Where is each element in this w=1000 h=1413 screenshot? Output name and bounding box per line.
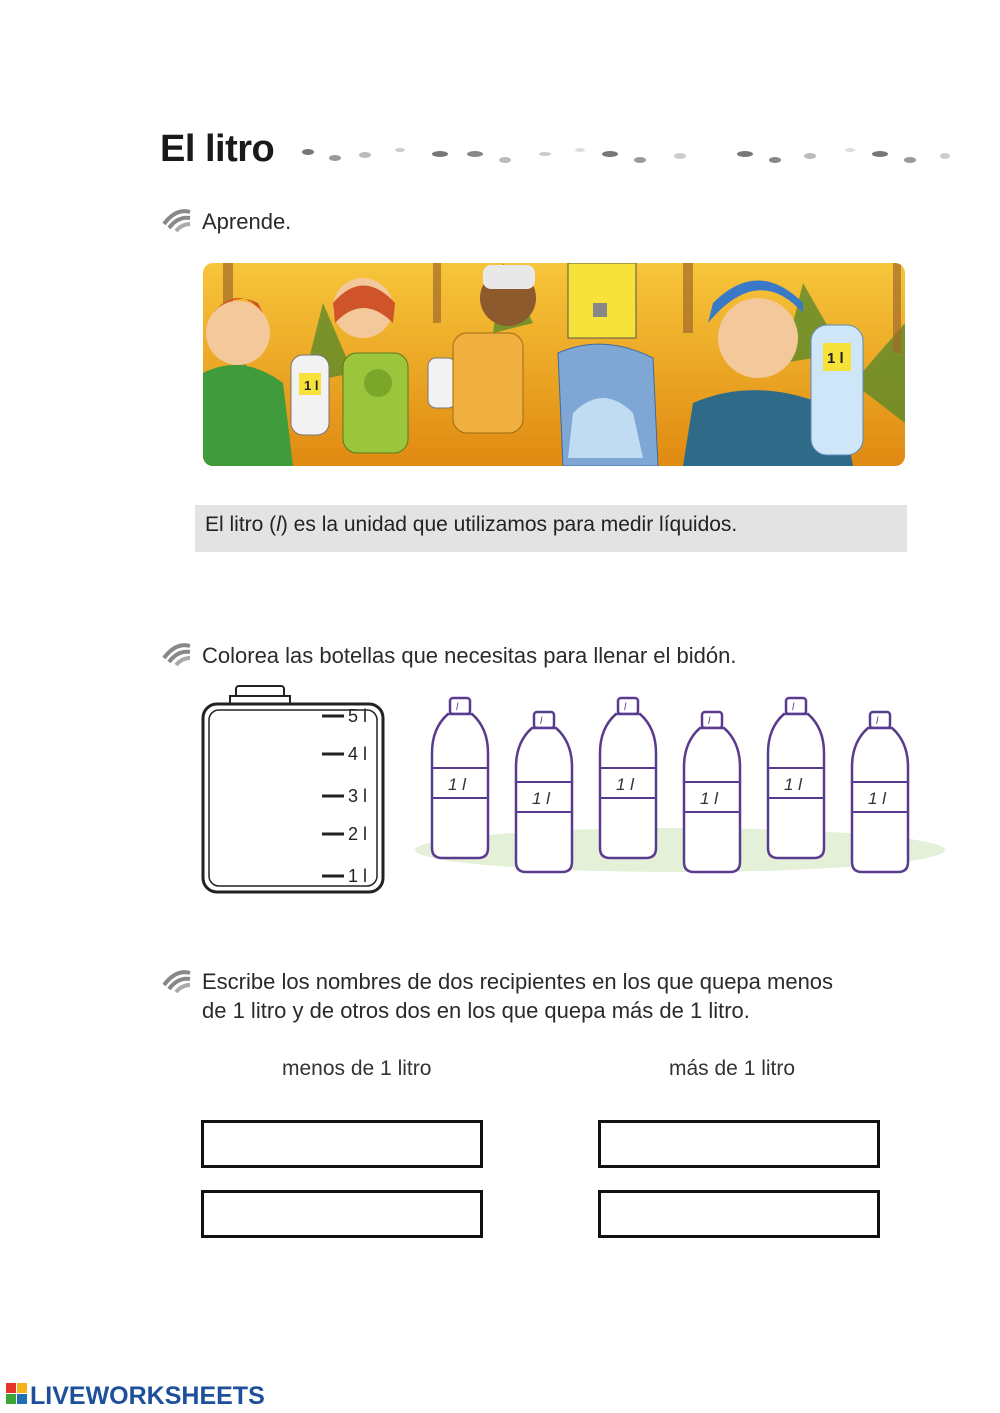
definition-text: El litro (l) es la unidad que utilizamos para medir líquidos. [205,513,738,536]
bottle-cap-label: l [456,702,459,713]
drum-mark-1: 1 l [348,866,368,886]
bottle-label: 1 l [616,775,634,794]
bottle-3[interactable] [600,698,656,858]
bottle-label: 1 l [784,775,802,794]
column-label-more: más de 1 litro [669,1057,796,1080]
bottle-cap-label: l [540,716,543,727]
answer-more-2-input[interactable] [598,1190,880,1238]
drum-mark-5: 5 l [348,706,368,726]
title-dots-decoration [290,140,960,170]
hikers-water-illustration [203,263,905,466]
definition-box [195,505,907,552]
bottles-group [415,690,955,890]
instruction-icon [162,206,192,232]
bottle-label: 1 l [448,775,466,794]
bottle-5[interactable] [768,698,824,858]
liveworksheets-logo[interactable] [6,1380,296,1408]
footer-brand: LIVEWORKSHEETS [30,1382,265,1408]
bottle-cap-label: l [708,716,711,727]
column-label-less: menos de 1 litro [282,1057,432,1080]
bottle-cap-label: l [876,716,879,727]
bottle-label: 1 l [532,789,550,808]
bottle-2[interactable] [516,712,572,872]
svg-text:1 l: 1 l [304,378,319,393]
answer-less-1-input[interactable] [201,1120,483,1168]
instruction-icon [162,640,192,666]
answer-more-1-input[interactable] [598,1120,880,1168]
instruction-color-bottles: Colorea las botellas que necesitas para llenar el bidón. [202,643,737,668]
bottle-cap-label: l [624,702,627,713]
drum-mark-2: 2 l [348,824,368,844]
bottle-1[interactable] [432,698,488,858]
drum-mark-4: 4 l [348,744,368,764]
water-drum [196,684,391,896]
drum-mark-3: 3 l [348,786,368,806]
instruction-learn: Aprende. [202,209,292,234]
bottle-4[interactable] [684,712,740,872]
bottle-cap-label: l [792,702,795,713]
bottle-label: 1 l [868,789,886,808]
svg-text:1 l: 1 l [827,350,844,367]
answer-less-2-input[interactable] [201,1190,483,1238]
instruction-icon [162,967,192,993]
page-title: El litro [160,128,275,170]
bottle-6[interactable] [852,712,908,872]
liter-symbol: l [276,513,281,536]
instruction-write: Escribe los nombres de dos recipientes en los que quepa menos de 1 litro y de otros dos en los que quepa más de 1 litro. [202,969,834,1023]
bottle-label: 1 l [700,789,718,808]
